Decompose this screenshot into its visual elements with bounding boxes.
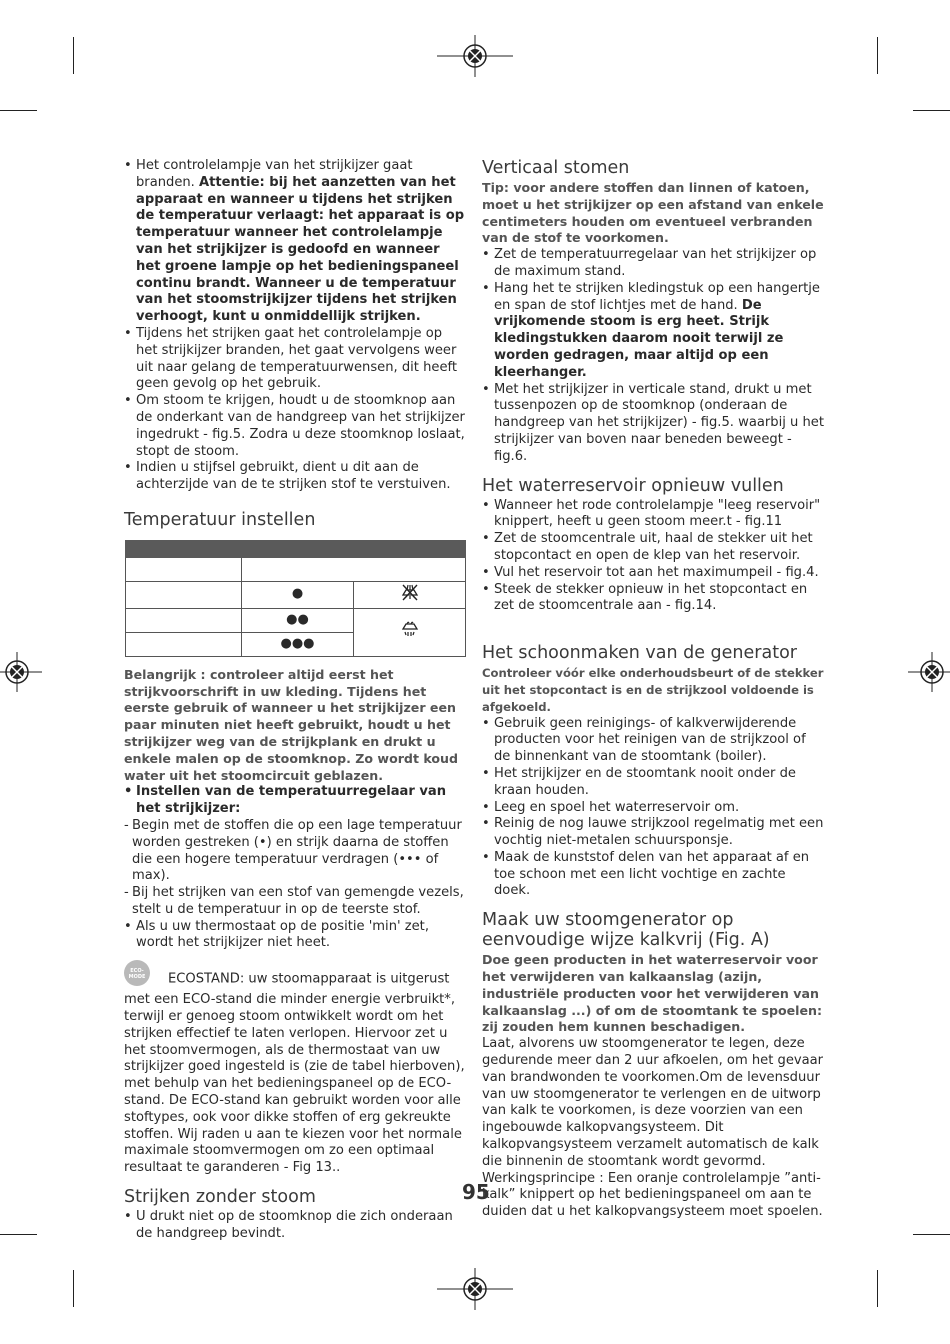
list-item: • Maak de kunststof delen van het apparaat af en toe schoon met een licht vochtige en zachte doek. bbox=[482, 850, 825, 900]
list-item: - Begin met de stoffen die op een lage temperatuur worden gestreken (•) en strijk daarna de stoffen die een hogere temperatuur verdragen (••• of max). bbox=[124, 818, 467, 885]
list-item: • Het controlelampje van het strijkijzer gaat branden. Attentie: bij het aanzetten van het apparaat en wanneer u tijdens het strijken de temperatuur verlaagt: het apparaat is op temperatuur wanneer het controlelampje van het strijkijzer is gedoofd en wanneer het groene lampje op het bedieningspaneel continu brandt. Wanneer u de temperatuur van het stoomstrijkijzer tijdens het strijken verhoogt, kunt u onmiddellijk strijken. bbox=[124, 158, 467, 326]
registration-mark-icon bbox=[0, 652, 42, 692]
table-row bbox=[126, 557, 466, 581]
nosteam-list bbox=[124, 1209, 467, 1243]
section-heading: Strijken zonder stoom bbox=[124, 1187, 316, 1208]
list-item: • Reinig de nog lauwe strijkzool regelmatig met een vochtig niet-metalen schuursponsje. bbox=[482, 816, 825, 850]
min-list bbox=[124, 919, 467, 953]
crop-mark bbox=[877, 1270, 878, 1307]
crop-mark bbox=[913, 110, 950, 111]
list-item: • Het strijkijzer en de stoomtank nooit onder de kraan houden. bbox=[482, 766, 825, 800]
eco-mode-icon: ECO-MODE bbox=[124, 960, 150, 986]
section-heading: Maak uw stoomgenerator op eenvoudige wijze kalkvrij (Fig. A) bbox=[482, 910, 770, 951]
intro-bullet-list bbox=[124, 158, 467, 494]
icon-cell bbox=[354, 608, 466, 656]
icon-cell bbox=[354, 581, 466, 608]
setting-list bbox=[124, 784, 467, 818]
steam-off-icon bbox=[400, 582, 420, 602]
crop-mark bbox=[73, 37, 74, 74]
list-item: - Bij het strijken van een stof van gemengde vezels, stelt u de temperatuur in op de teerste stof. bbox=[124, 885, 467, 919]
crop-mark bbox=[0, 110, 37, 111]
list-item: • U drukt niet op de stoomknop die zich onderaan de handgreep bevindt. bbox=[124, 1209, 467, 1243]
dots-cell: ●●● bbox=[242, 632, 354, 656]
list-item: • Gebruik geen reinigings- of kalkverwijderende producten voor het reinigen van de strijkzool of de binnenkant van de stoomtank (boiler). bbox=[482, 716, 825, 766]
list-item: • Om stoom te krijgen, houdt u de stoomknop aan de onderkant van de handgreep van het strijkijzer ingedrukt - fig.5. Zodra u deze stoomknop loslaat, stopt de stoom. bbox=[124, 393, 467, 460]
clean-list bbox=[482, 716, 825, 901]
right-column bbox=[482, 158, 825, 1221]
dash-list bbox=[124, 818, 467, 919]
section-heading: Het schoonmaken van de generator bbox=[482, 643, 797, 664]
vertical-list bbox=[482, 247, 825, 465]
section-heading: Het waterreservoir opnieuw vullen bbox=[482, 475, 784, 496]
table-header-row bbox=[126, 540, 466, 557]
list-item: • Zet de temperatuurregelaar van het strijkijzer op de maximum stand. bbox=[482, 247, 825, 281]
crop-mark bbox=[913, 1234, 950, 1235]
registration-mark-icon bbox=[437, 35, 513, 77]
section-heading: Verticaal stomen bbox=[482, 158, 630, 178]
list-item: • Wanneer het rode controlelampje "leeg reservoir" knippert, heeft u geen stoom meer.t - fig.11 bbox=[482, 498, 825, 532]
refill-list bbox=[482, 498, 825, 616]
list-item: • Instellen van de temperatuurregelaar van het strijkijzer: bbox=[124, 784, 467, 818]
list-item: • Hang het te strijken kledingstuk op een hangertje en span de stof lichtjes met de hand. De vrijkomende stoom is erg heet. Strijk kledingstukken daarom nooit terwijl ze worden gedragen, maar altijd op een kleerhanger. bbox=[482, 281, 825, 382]
descale-warning: Doe geen producten in het waterreservoir voor het verwijderen van kalkaanslag (azijn, industriële producten voor het verwijderen van kalkaanslag ...) of om de stoomtank te spoelen: zij zouden hem kunnen beschadigen. bbox=[482, 952, 823, 1035]
table-row bbox=[126, 608, 466, 632]
steam-on-icon bbox=[400, 619, 420, 639]
table-row bbox=[126, 581, 466, 608]
list-item: • Indien u stijfsel gebruikt, dient u dit aan de achterzijde van de te strijken stof te verstuiven. bbox=[124, 460, 467, 494]
tip-note: Tip: voor andere stoffen dan linnen of katoen, moet u het strijkijzer op een afstand van enkele centimeters houden om eventueel verbranden van de stof te voorkomen. bbox=[482, 180, 824, 246]
important-note: Belangrijk : controleer altijd eerst het strijkvoorschrift in uw kleding. Tijdens het eerste gebruik of wanneer u het strijkijzer een paar minuten niet heeft gebruikt, houdt u het strijkijzer weg van de strijkplank en drukt u enkele malen op de stoomknop. Zo wordt koud water uit het stoomcircuit geblazen. bbox=[124, 666, 459, 783]
list-item: • Als u uw thermostaat op de positie 'min' zet, wordt het strijkijzer niet heet. bbox=[124, 919, 467, 953]
list-item: • Vul het reservoir tot aan het maximumpeil - fig.4. bbox=[482, 565, 825, 582]
eco-text: ECOSTAND: uw stoomapparaat is uitgerust met een ECO-stand die minder energie verbruikt*, terwijl er genoeg stoom ontwikkelt wordt om het strijken effectief te laten verlopen. Hiervoor zet u het stoomvermogen, als de thermostaat van uw strijkijzer goed ingesteld is (zie de tabel hierboven), met behulp van het bedieningspaneel op de ECO-stand. De ECO-stand kan gebruikt worden voor alle stoftypes, ook voor dikke stoffen of erg gekreukte stoffen. Wij raden u aan te kiezen voor het normale maximale stoomvermogen om zo een optimaal resultaat te garanderen - Fig 13.. bbox=[124, 971, 465, 1176]
registration-mark-icon bbox=[908, 652, 950, 692]
registration-mark-icon bbox=[437, 1268, 513, 1310]
crop-mark bbox=[877, 37, 878, 74]
crop-mark bbox=[0, 1234, 37, 1235]
crop-mark bbox=[73, 1270, 74, 1307]
temperature-table bbox=[125, 540, 466, 657]
section-heading: Temperatuur instellen bbox=[124, 509, 316, 530]
dots-cell: ● bbox=[242, 581, 354, 608]
eco-section bbox=[124, 966, 467, 1177]
list-item: • Met het strijkijzer in verticale stand, drukt u met tussenpozen op de stoomknop (onderaan de handgreep van het strijkijzer) - fig.5. waarbij u het strijkijzer van boven naar beneden beweegt - fig.6. bbox=[482, 382, 825, 466]
page-number: 95 bbox=[462, 1180, 490, 1204]
list-item: • Steek de stekker opnieuw in het stopcontact en zet de stoomcentrale aan - fig.14. bbox=[482, 582, 825, 616]
left-column bbox=[124, 158, 467, 1243]
descale-text: Laat, alvorens uw stoomgenerator te legen, deze gedurende meer dan 2 uur afkoelen, om het gevaar van brandwonden te voorkomen.Om de levensduur van uw stoomgenerator te verlengen en de uitworp van kalk te voorkomen, is deze voorzien van een ingebouwde kalkopvangsysteem. Dit kalkopvangsysteem verzamelt automatisch de kalk die binnenin de stoomtank wordt gevormd. Werkingsprincipe : Een oranje controlelampje ”anti-kalk” knippert op het bedieningspaneel om aan te duiden dat u het kalkopvangsysteem moet spoelen. bbox=[482, 1036, 824, 1220]
list-item: • Leeg en spoel het waterreservoir om. bbox=[482, 800, 825, 817]
dots-cell: ●● bbox=[242, 608, 354, 632]
list-item: • Tijdens het strijken gaat het controlelampje op het strijkijzer branden, het gaat vervolgens weer uit naar gelang de temperatuurwensen, dit heeft geen gevolg op het gebruik. bbox=[124, 326, 467, 393]
list-item: • Zet de stoomcentrale uit, haal de stekker uit het stopcontact en open de klep van het reservoir. bbox=[482, 531, 825, 565]
clean-note: Controleer vóór elke onderhoudsbeurt of de stekker uit het stopcontact is en de strijkzool voldoende is afgekoeld. bbox=[482, 666, 824, 714]
